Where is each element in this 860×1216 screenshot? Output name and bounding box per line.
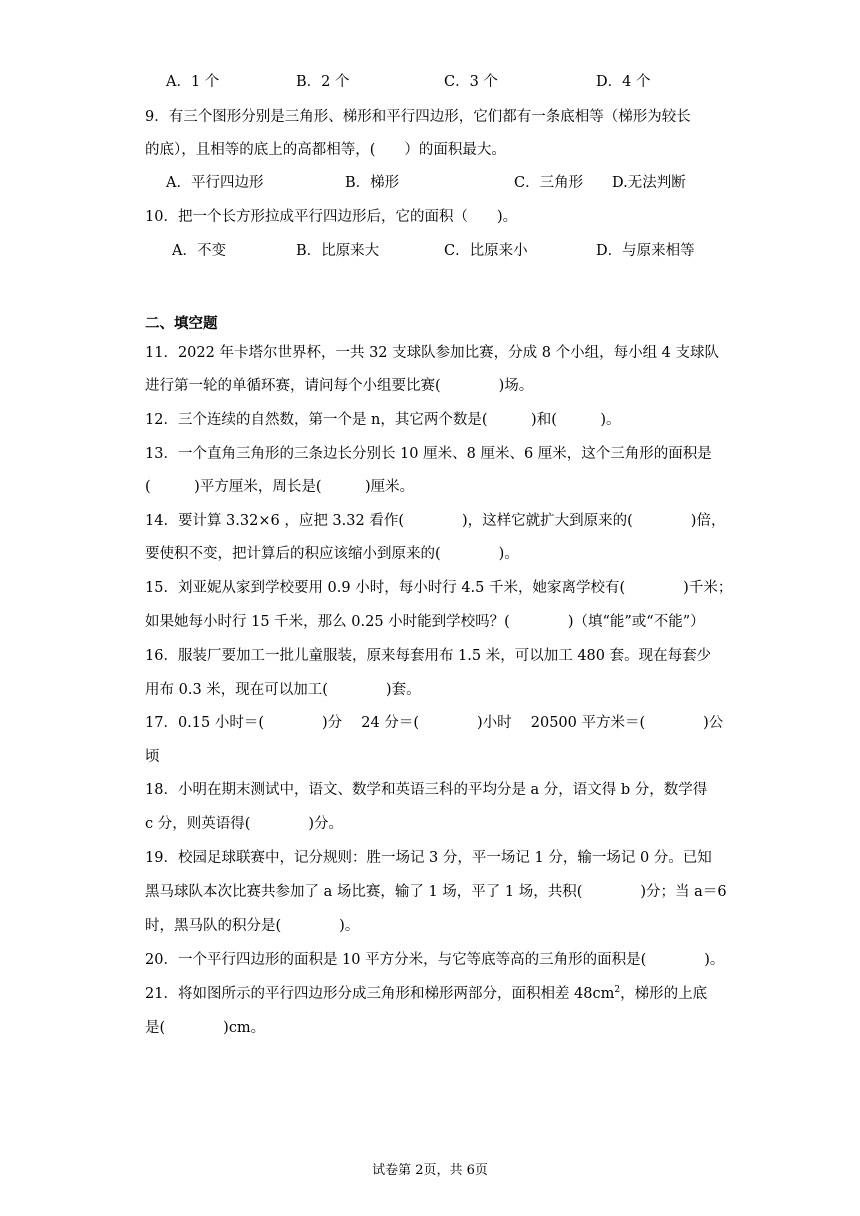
q9-option-a: A．平行四边形 bbox=[166, 175, 264, 191]
q18-line1: 18．小明在期末测试中，语文、数学和英语三科的平均分是 a 分，语文得 b 分，数学得 bbox=[145, 782, 708, 798]
q21-line1-text: 21．将如图所示的平行四边形分成三角形和梯形两部分，面积相差 48cm bbox=[145, 986, 615, 1002]
q17-line2: 顷 bbox=[145, 749, 160, 765]
q10-line1: 10．把一个长方形拉成平行四边形后，它的面积（ )。 bbox=[145, 209, 518, 225]
q16-line1: 16．服装厂要加工一批儿童服装，原来每套用布 1.5 米，可以加工 480 套。现在每套少 bbox=[145, 648, 712, 664]
q18-line2: c 分，则英语得( )分。 bbox=[145, 816, 344, 832]
q8-option-b: B．2 个 bbox=[296, 74, 350, 90]
q14-line1: 14．要计算 3.32×6 ，应把 3.32 看作( )，这样它就扩大到原来的( )倍， bbox=[145, 513, 726, 529]
q10-option-c: C．比原来小 bbox=[444, 243, 528, 259]
q9-option-c: C．三角形 bbox=[514, 175, 584, 191]
q8-option-d: D．4 个 bbox=[596, 74, 651, 90]
q19-line3: 时，黑马队的积分是( )。 bbox=[145, 918, 360, 934]
q15-line2: 如果她每小时行 15 千米，那么 0.25 小时能到学校吗？( )（填“能”或“不能”） bbox=[145, 614, 705, 630]
q19-line1: 19．校园足球联赛中，记分规则：胜一场记 3 分，平一场记 1 分，输一场记 0 分。已知 bbox=[145, 850, 712, 866]
q21-line1 bbox=[145, 984, 707, 1004]
q16-line2: 用布 0.3 米，现在可以加工( )套。 bbox=[145, 682, 421, 698]
q9-option-b: B．梯形 bbox=[345, 175, 400, 191]
q17-line1: 17．0.15 小时＝( )分 24 分＝( )小时 20500 平方米＝( )公 bbox=[145, 715, 724, 731]
q15-line1: 15．刘亚妮从家到学校要用 0.9 小时，每小时行 4.5 千米，她家离学校有( )千米； bbox=[145, 580, 733, 596]
q21-line2: 是( )cm。 bbox=[145, 1020, 266, 1036]
q20-line1: 20．一个平行四边形的面积是 10 平方分米，与它等底等高的三角形的面积是( )。 bbox=[145, 952, 725, 968]
page-footer: 试卷第 2页，共 6页 bbox=[372, 1163, 488, 1178]
q13-line1: 13．一个直角三角形的三条边长分别长 10 厘米、8 厘米、6 厘米，这个三角形的面积是 bbox=[145, 446, 712, 462]
q21-superscript: 2 bbox=[614, 985, 621, 996]
q10-option-a: A．不变 bbox=[172, 243, 226, 259]
q10-option-b: B．比原来大 bbox=[296, 243, 380, 259]
q9-line2: 的底），且相等的底上的高都相等，( ）的面积最大。 bbox=[145, 142, 506, 158]
q13-line2: ( )平方厘米，周长是( )厘米。 bbox=[145, 479, 415, 495]
q8-option-a: A．1 个 bbox=[166, 74, 220, 90]
q11-line1: 11．2022 年卡塔尔世界杯，一共 32 支球队参加比赛，分成 8 个小组，每小组 4 支球队 bbox=[145, 345, 720, 361]
q14-line2: 要使积不变，把计算后的积应该缩小到原来的( )。 bbox=[145, 546, 519, 562]
section2-title: 二、填空题 bbox=[145, 315, 218, 332]
q19-line2: 黑马球队本次比赛共参加了 a 场比赛，输了 1 场，平了 1 场，共积( )分；当 a＝6 bbox=[145, 884, 727, 900]
q8-option-c: C．3 个 bbox=[444, 74, 498, 90]
q10-option-d: D．与原来相等 bbox=[596, 243, 695, 259]
q9-line1: 9．有三个图形分别是三角形、梯形和平行四边形，它们都有一条底相等（梯形为较长 bbox=[145, 109, 691, 125]
q9-option-d: D.无法判断 bbox=[612, 175, 686, 191]
q12-line1: 12．三个连续的自然数，第一个是 n，其它两个数是( )和( )。 bbox=[145, 412, 621, 428]
q21-line1-tail: ，梯形的上底 bbox=[620, 986, 708, 1002]
q11-line2: 进行第一轮的单循环赛，请问每个小组要比赛( )场。 bbox=[145, 378, 534, 394]
